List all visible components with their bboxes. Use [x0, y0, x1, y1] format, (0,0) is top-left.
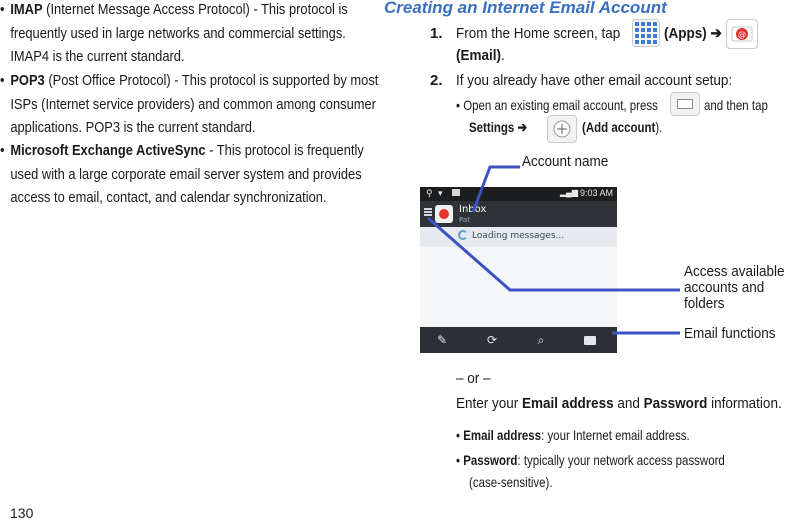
sub-bullet-dot: •	[456, 97, 464, 113]
enter-email-address: Email address	[522, 395, 614, 412]
bullet-line: frequently used in large networks and commercial settings.	[10, 24, 346, 42]
sub-bullet-text: Open an existing email account, press	[463, 97, 658, 113]
or-text: – or –	[456, 370, 491, 387]
bullet-term: IMAP	[10, 1, 43, 18]
search-icon[interactable]: ⌕	[537, 333, 545, 347]
bullet-line: IMAP4 is the current standard.	[10, 48, 185, 65]
arrow-icon: ➔	[517, 119, 528, 135]
enter-password: Password	[643, 395, 708, 412]
page-number: 130	[10, 505, 34, 521]
callout-access-line: Access available	[684, 263, 785, 280]
sub-bullet-after: and then tap	[704, 97, 768, 113]
status-time: 9:03 AM	[580, 188, 614, 198]
account-name: Pat	[459, 216, 470, 224]
step-number: 1.	[430, 25, 443, 42]
bullet-line: applications. POP3 is the current standard.	[10, 119, 256, 136]
bullet-term: POP3	[10, 72, 45, 89]
section-title: Creating an Internet Email Account	[384, 0, 667, 17]
bullet-line: access to email, contact, and calendar synchronization.	[10, 189, 327, 206]
field-password	[456, 449, 725, 471]
field-term: Email address	[463, 427, 542, 443]
apps-label-text: (Apps)	[664, 25, 707, 42]
step-2-text: If you already have other email account setup:	[456, 72, 733, 89]
enter-text: Enter your	[456, 395, 519, 412]
field-email-address	[456, 424, 690, 446]
email-label-tail: .	[501, 47, 505, 64]
callout-email-functions: Email functions	[684, 325, 776, 342]
usb-icon: ⚲	[426, 188, 433, 198]
add-account-text: (Add account	[582, 119, 656, 135]
settings-text: Settings	[469, 119, 515, 135]
bullet-term: Microsoft Exchange ActiveSync	[10, 142, 206, 159]
loading-text: Loading messages...	[472, 231, 565, 241]
step-number: 2.	[430, 72, 443, 89]
bullet-line: ISPs (Internet service providers) and common among consumer	[10, 95, 376, 113]
field-password-desc2: (case-sensitive).	[469, 474, 553, 490]
bullet-dot: •	[0, 142, 5, 159]
callout-account-name: Account name	[522, 153, 609, 170]
field-desc: : your Internet email address.	[541, 427, 690, 443]
callout-line-access	[428, 218, 680, 290]
bullet-line: used with a large corporate email server system and provides	[10, 165, 362, 183]
callout-line-account	[473, 167, 520, 212]
step-text: From the Home screen, tap	[456, 25, 621, 42]
inbox-title[interactable]: Inbox	[459, 204, 487, 215]
refresh-icon[interactable]: ⟳	[486, 333, 498, 347]
callout-access	[684, 264, 785, 312]
email-label-text: (Email)	[456, 47, 502, 64]
field-dot: •	[456, 427, 464, 443]
bullet-dot: •	[0, 1, 5, 18]
callout-access-line: folders	[684, 295, 725, 312]
compose-icon[interactable]: ✎	[436, 333, 448, 347]
field-term: Password	[463, 452, 518, 468]
bullet-dot: •	[0, 72, 5, 89]
arrow-icon: ➔	[710, 25, 722, 42]
svg-text:@: @	[738, 30, 746, 39]
bullet-line: - This protocol is frequently	[209, 142, 364, 159]
download-icon: ▾	[438, 188, 443, 198]
enter-instruction	[456, 393, 782, 415]
add-account-tail: ).	[655, 119, 663, 135]
signal-icon: ▂▄▆	[560, 188, 578, 197]
bullet-line: (Post Office Protocol) - This protocol is supported by most	[48, 72, 379, 89]
enter-after: information.	[711, 395, 782, 412]
field-dot: •	[456, 452, 464, 468]
callout-access-line: accounts and	[684, 279, 765, 296]
bullet-line: (Internet Message Access Protocol) - This protocol is	[46, 1, 348, 18]
field-desc: : typically your network access password	[517, 452, 725, 468]
enter-and: and	[617, 395, 640, 412]
